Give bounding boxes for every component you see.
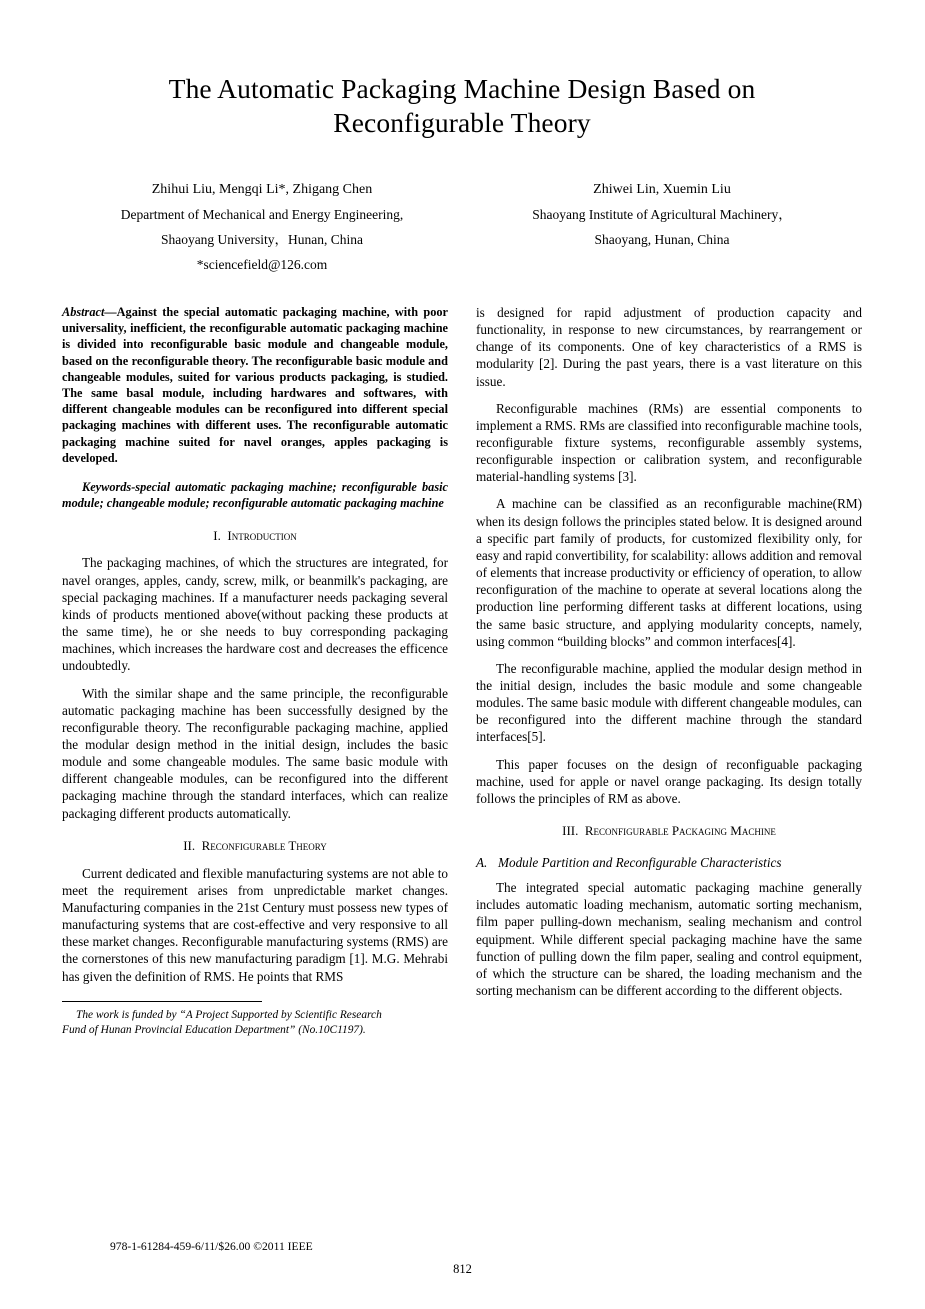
abstract-text: Against the special automatic packaging machine, with poor universality, inefficient, the reconfigurable automatic packaging machine is divided into reconfigurable basic module and changeable module, based on the reconfigurable theory. The reconfigurable basic module and changeable modules, suited for various products packaging, is studied. The same basal module, including hardwares and softwares, with different changeable modules can be reconfigured into different special packaging machines with different uses. The reconfigurable automatic packaging machine suited for navel oranges, apples packaging is developed. [62,304,448,465]
paragraph-intro-2: With the similar shape and the same principle, the reconfigurable automatic packaging machine has been successfully designed by the reconfigurable theory. The reconfigurable packaging machine, applied the modular design method in the initial design, includes the basic module and some changeable modules. The same basic module with different changeable modules, can be reconfigured into the different packaging machine through the standard interfaces, which can realize packaging different products automatically. [62,685,448,821]
page-title: The Automatic Packaging Machine Design Based on Reconfigurable Theory [168,73,756,138]
author-names: Zhihui Liu, Mengqi Li*, Zhigang Chen [151,182,373,198]
abstract-label: Abstract— [62,304,117,319]
two-column-body [62,304,862,1039]
subsection-heading-a [476,854,862,871]
paragraph-theory-1: Current dedicated and flexible manufacturing systems are not able to meet the requirement arises from unpredictable market changes. Manufacturing companies in the 21st Century must possess new types of manufacturing systems that are cost-effective and very responsive to all these market changes. Reconfigurable manufacturing systems (RMS) are the cornerstones of this new manufacturing paradigm [1]. M.G. Mehrabi has given the definition of RMS. He points that RMS [62,865,448,984]
section-heading-introduction [62,528,448,545]
section-number: II. [183,837,196,853]
section-title: Introduction [227,527,297,543]
abstract-paragraph [62,304,448,466]
paragraph-theory-1-continued: is designed for rapid adjustment of production capacity and functionality, in response to new circumstances, by rearrangement or change of its components. One of key characteristics of a RMS is modularity [2]. During the past years, there is a vast literature on this issue. [476,304,862,389]
author-affiliation-line: Shaoyang, Hunan, China [594,231,730,247]
author-email: *sciencefield@126.com [196,256,328,272]
column-left [62,304,448,1039]
paragraph-theory-4: The reconfigurable machine, applied the modular design method in the initial design, includes the basic module and some changeable modules. The same basic module with different changeable modules, can be reconfigured into the different machine through the standard interfaces[5]. [476,660,862,745]
page-number: 812 [453,1262,472,1276]
subsection-label: A. [476,855,488,870]
isbn-line: 978-1-61284-459-6/11/$26.00 ©2011 IEEE [110,1240,313,1253]
paragraph-theory-5: This paper focuses on the design of reconfiguable packaging machine, used for apple or navel orange packaging. Its design totally follows the principles of RM as above. [476,756,862,806]
paragraph-theory-3: A machine can be classified as an reconfigurable machine(RM) when its design follows the principles stated below. It is designed around a specific part family of products, for customized flexibility only, for easy and rapid convertibility, for scalability: allows addition and removal of elements that increase productivity or efficiency of operation, to allow reconfiguration of the machine to operate at several locations along the production line performing different tasks at different locations, using the same basic structure, and applying modularity concepts, namely, using common “building blocks” and common interfaces[4]. [476,496,862,649]
section-number: III. [562,823,579,839]
keywords-paragraph: Keywords-special automatic packaging machine; reconfigurable basic module; changeable module; reconfigurable automatic packaging machine [62,480,448,511]
paper-content [62,72,862,1039]
paragraph-theory-2: Reconfigurable machines (RMs) are essential components to implement a RMS. RMs are classified into reconfigurable machine tools, reconfigurable fixture systems, reconfigurable assembly systems, reconfigurable inspection or calibration system, and reconfigurable material-handling systems [3]. [476,400,862,485]
author-block-left [62,177,462,278]
author-block-row [62,177,862,278]
author-affiliation-line: Department of Mechanical and Energy Engineering, [120,206,404,222]
author-names: Zhiwei Lin, Xuemin Liu [593,182,731,198]
footnote-line-2: Fund of Hunan Provincial Education Department” (No.10C1197). [62,1024,366,1037]
author-affiliation-line: Shaoyang University，Hunan, China [160,231,364,247]
section-title: Reconfigurable Theory [201,837,327,853]
paragraph-intro-1: The packaging machines, of which the structures are integrated, for navel oranges, apples, candy, screw, milk, or beanmilk's packaging, are special packaging machines. If a manufacturer needs packaging several kinds of products mentioned above(without packing these products at the same time), he or she needs to buy corresponding packaging machines, which increases the hardware cost and decreases the efficence undoubtedly. [62,555,448,674]
author-block-right [462,177,862,278]
column-right [476,304,862,1039]
section-title: Reconfigurable Packaging Machine [584,823,776,839]
footnote-divider [62,1001,262,1002]
section-number: I. [213,527,221,543]
footnote-line-1: The work is funded by “A Project Supported by Scientific Research [76,1008,382,1021]
subsection-title: Module Partition and Reconfigurable Characteristics [498,855,782,870]
author-affiliation-line: Shaoyang Institute of Agricultural Machinery， [532,206,792,222]
paragraph-machine-1: The integrated special automatic packaging machine generally includes automatic loading mechanism, automatic sorting mechanism, film paper pulling-down mechanism, sealing mechanism and control equipment. While different special packaging machine have the same function of pulling down the film paper, sealing and control equipment, of which the structure can be shared, the loading mechanism and the sorting mechanism can be different according to the different objects. [476,880,862,999]
section-heading-machine [476,823,862,840]
section-heading-theory [62,838,448,855]
